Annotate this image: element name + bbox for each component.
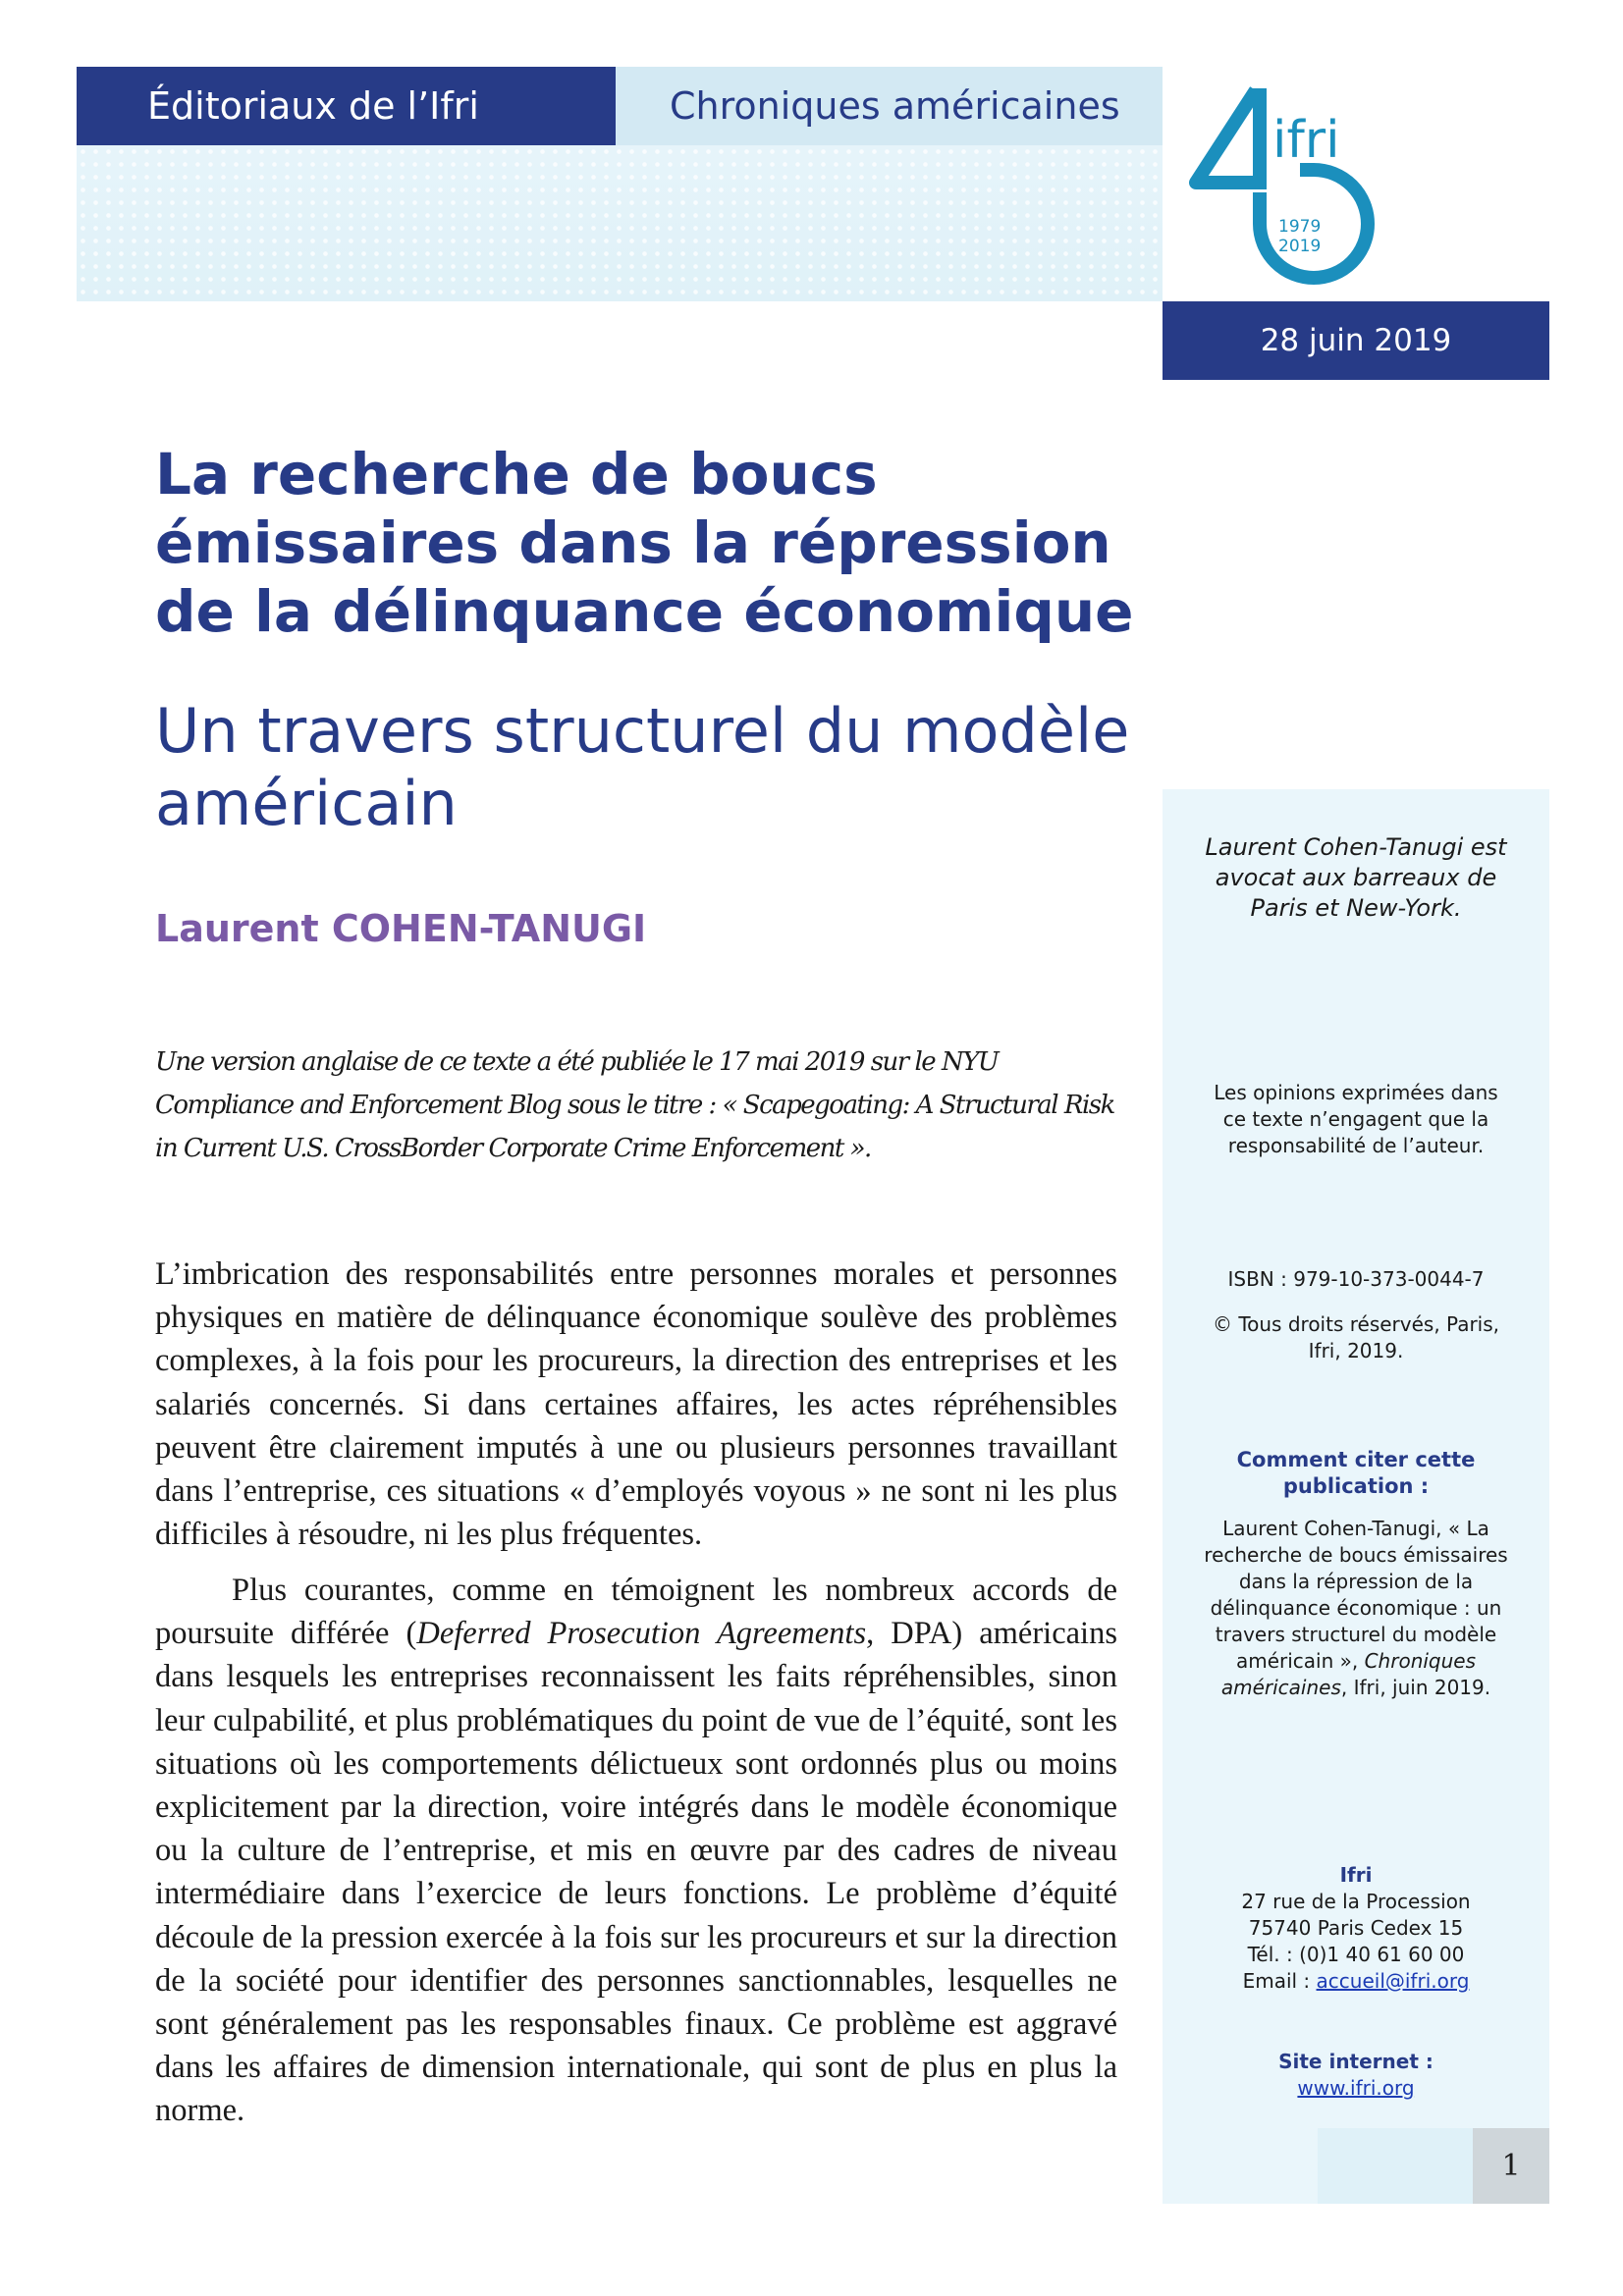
page-number-strip: [1318, 2128, 1473, 2204]
paragraph-2-emphasis: Deferred Prosecution Agreements: [416, 1616, 867, 1652]
email-label: Email :: [1242, 1969, 1317, 1993]
cite-text-emphasis: Chroniques américaines: [1220, 1649, 1477, 1699]
email-link[interactable]: accueil@ifri.org: [1316, 1969, 1470, 1993]
article-title: La recherche de boucs émissaires dans la répression de la délinquance économique: [155, 441, 1134, 645]
sidebar-cite-title: Comment citer cette publication :: [1236, 1448, 1476, 1498]
address-line-1: 27 rue de la Procession: [1241, 1890, 1471, 1913]
page-number: 1: [1473, 2128, 1549, 2204]
website-link[interactable]: www.ifri.org: [1297, 2076, 1415, 2100]
body-paragraph-1: L’imbrication des responsabilités entre personnes morales et personnes physiques en matière de délinquance économique soulève des problèmes complexes, à la fois pour les procureurs, la direction des entreprises et les salariés concernés. Si dans certaines affaires, les actes répréhensibles peuvent être clairement imputés à une ou plusieurs personnes travaillant dans l’entreprise, ces situations « d’employés voyous » ne sont ni les plus difficiles à résoudre, ni les plus fréquentes.: [155, 1256, 1117, 1553]
sidebar-author-note: Laurent Cohen-Tanugi est avocat aux barreaux de Paris et New-York.: [1205, 833, 1507, 922]
body-paragraph-2: [155, 1569, 1117, 2133]
paragraph-2-rest: , DPA) américains dans lesquels les entreprises reconnaissent les faits répréhensibles, sinon leur culpabilité, et plus problématiques du point de vue de l’équité, sont les situations où les comportements délictueux sont ordonnés plus ou moins explicitement par la direction, voire intégrés dans le modèle économique ou la culture de l’entreprise, et mis en œuvre par des cadres de niveau intermédiaire dans l’exercice de leurs fonctions. Le problème d’équité découle de la pression exercée à la fois sur les procureurs et sur la direction de la société pour identifier des personnes sanctionnables, lesquelles ne sont généralement pas les responsables finaux. Ce problème est aggravé dans les affaires de dimension internationale, qui sont de plus en plus la norme.: [155, 1616, 1118, 2129]
intro-note: Une version anglaise de ce texte a été publiée le 17 mai 2019 sur le NYU Compliance and Enforcement Blog sous le titre : « Scapegoating: A Structural Risk in Current U.S. CrossBorder Corporate Crime Enforcement ».: [155, 1047, 1114, 1163]
publication-date: 28 juin 2019: [1163, 301, 1549, 380]
editorial-label: Éditoriaux de l’Ifri: [77, 67, 616, 145]
sidebar-cite-text: [1202, 1516, 1510, 1701]
ifri-45-logo-icon: [1163, 67, 1549, 301]
sidebar-ifri-title: Ifri: [1339, 1863, 1373, 1887]
sidebar-opinion-disclaimer: Les opinions exprimées dans ce texte n’engagent que la responsabilité de l’auteur.: [1214, 1081, 1498, 1157]
phone: Tél. : (0)1 40 61 60 00: [1247, 1943, 1465, 1966]
email-row: [1202, 1968, 1510, 1995]
sidebar-site-title: Site internet :: [1278, 2050, 1434, 2073]
sidebar-address: [1202, 1889, 1510, 1995]
sidebar-rights: © Tous droits réservés, Paris, Ifri, 2019.: [1212, 1312, 1500, 1362]
article-subtitle: Un travers structurel du modèle américain: [155, 695, 1130, 839]
world-map-dots-decoration: [77, 145, 1163, 301]
logo-year-end: 2019: [1278, 237, 1322, 256]
paragraph-2-start: Plus courantes, comme en témoignent les nombreux accords de poursuite différée (: [155, 1573, 1117, 1652]
cite-text-end: , Ifri, juin 2019.: [1340, 1676, 1491, 1699]
address-line-2: 75740 Paris Cedex 15: [1248, 1916, 1464, 1940]
sidebar-isbn: ISBN : 979-10-373-0044-7: [1227, 1267, 1485, 1291]
logo-area: [1163, 67, 1549, 301]
article-author: Laurent COHEN-TANUGI: [155, 907, 647, 950]
series-label: Chroniques américaines: [616, 67, 1163, 145]
logo-year-start: 1979: [1278, 217, 1322, 237]
cite-text-start: Laurent Cohen-Tanugi, « La recherche de boucs émissaires dans la répression de la délinquance économique : un travers structurel du modèle américain »,: [1204, 1517, 1508, 1673]
logo-text: ifri: [1272, 111, 1340, 170]
